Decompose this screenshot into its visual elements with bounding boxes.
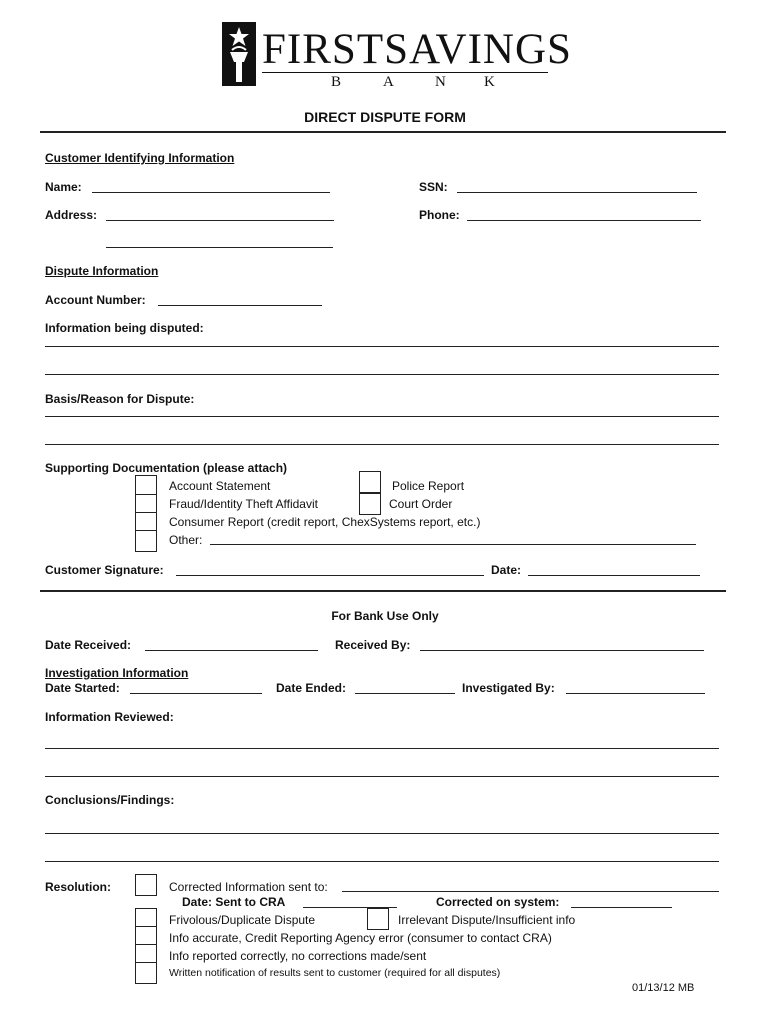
account-number-label: Account Number: [45,293,146,307]
info-disputed-label: Information being disputed: [45,321,204,335]
corrected-sent-field[interactable] [342,891,719,892]
brand-name: FIRSTSAVINGS [262,26,572,73]
customer-info-heading: Customer Identifying Information [45,151,235,165]
date-sent-cra-label: Date: Sent to CRA [182,895,286,909]
signature-label: Customer Signature: [45,563,164,577]
checkbox-written[interactable] [135,962,157,984]
account-number-field[interactable] [158,305,322,306]
date-received-label: Date Received: [45,638,132,652]
checkbox-court-order[interactable] [359,493,381,515]
brand-sub-letter: N [435,74,447,90]
written-label: Written notification of results sent to customer (required for all disputes) [169,967,501,979]
checkbox-other[interactable] [135,530,157,552]
investigation-heading: Investigation Information [45,666,189,680]
signature-date-field[interactable] [528,575,700,576]
frivolous-label: Frivolous/Duplicate Dispute [169,913,316,927]
address-label: Address: [45,208,98,222]
footer-code: 01/13/12 MB [632,982,695,994]
info-reviewed-line-2[interactable] [45,776,719,777]
dispute-info-heading: Dispute Information [45,264,159,278]
other-field[interactable] [210,544,696,545]
phone-field[interactable] [467,220,701,221]
basis-line-2[interactable] [45,444,719,445]
info-disputed-line-2[interactable] [45,374,719,375]
corrected-sent-label: Corrected Information sent to: [169,880,328,894]
accurate-label: Info accurate, Credit Reporting Agency error (consumer to contact CRA) [169,931,552,945]
conclusions-line-2[interactable] [45,861,719,862]
brand-sub-letter: A [383,74,395,90]
name-field[interactable] [92,192,330,193]
option-other: Other: [169,533,203,547]
supporting-heading: Supporting Documentation (please attach) [45,461,288,475]
date-ended-field[interactable] [355,693,455,694]
conclusions-label: Conclusions/Findings: [45,793,175,807]
conclusions-line-1[interactable] [45,833,719,834]
received-by-label: Received By: [335,638,411,652]
checkbox-corrected-sent[interactable] [135,874,157,896]
irrelevant-label: Irrelevant Dispute/Insufficient info [398,913,576,927]
info-disputed-line-1[interactable] [45,346,719,347]
reported-label: Info reported correctly, no corrections made/sent [169,949,427,963]
basis-label: Basis/Reason for Dispute: [45,392,195,406]
checkbox-police-report[interactable] [359,471,381,493]
date-received-field[interactable] [145,650,318,651]
date-sent-cra-field[interactable] [303,907,397,908]
date-started-label: Date Started: [45,681,120,695]
investigated-by-label: Investigated By: [462,681,555,695]
signature-field[interactable] [176,575,484,576]
corrected-system-field[interactable] [571,907,672,908]
info-reviewed-label: Information Reviewed: [45,710,174,724]
brand-divider [262,72,548,73]
option-consumer-report: Consumer Report (credit report, ChexSystems report, etc.) [169,515,481,529]
checkbox-irrelevant[interactable] [367,908,389,930]
option-fraud-affidavit: Fraud/Identity Theft Affidavit [169,497,318,511]
ssn-field[interactable] [457,192,697,193]
option-account-statement: Account Statement [169,479,271,493]
address-field-2[interactable] [106,247,333,248]
date-ended-label: Date Ended: [276,681,347,695]
option-police-report: Police Report [392,479,465,493]
phone-label: Phone: [419,208,460,222]
basis-line-1[interactable] [45,416,719,417]
title-rule [40,131,726,133]
investigated-by-field[interactable] [566,693,705,694]
brand-sub-letter: B [331,74,343,90]
signature-date-label: Date: [491,563,522,577]
name-label: Name: [45,180,82,194]
date-started-field[interactable] [130,693,262,694]
torch-logo-icon [222,22,256,86]
brand-sub-letter: K [484,74,496,90]
bank-use-heading: For Bank Use Only [331,609,439,623]
received-by-field[interactable] [420,650,704,651]
bank-use-rule [40,590,726,592]
address-field-1[interactable] [106,220,334,221]
logo [222,22,572,90]
resolution-label: Resolution: [45,880,111,894]
info-reviewed-line-1[interactable] [45,748,719,749]
corrected-system-label: Corrected on system: [436,895,560,909]
option-court-order: Court Order [389,497,453,511]
ssn-label: SSN: [419,180,448,194]
form-title: DIRECT DISPUTE FORM [304,109,466,125]
